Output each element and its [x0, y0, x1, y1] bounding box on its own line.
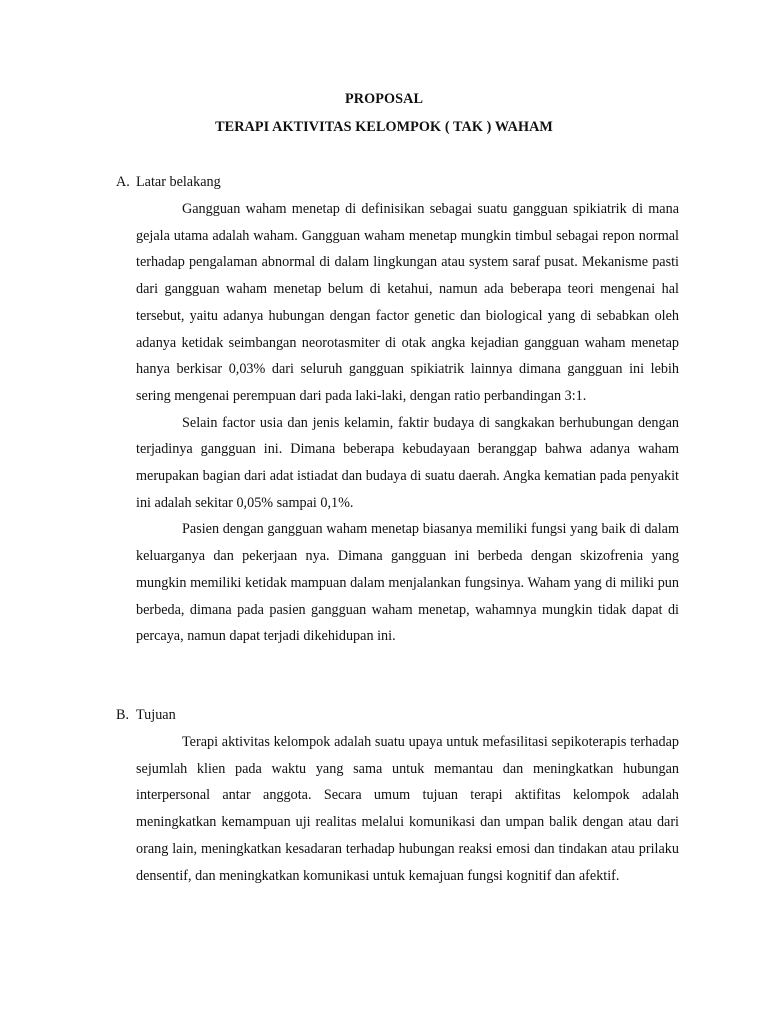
section-letter: B. — [116, 707, 130, 723]
section-body-latar-belakang — [136, 196, 679, 650]
section-heading-text: Tujuan — [136, 707, 176, 723]
paragraph: Selain factor usia dan jenis kelamin, faktir budaya di sangkakan berhubungan dengan terjadinya gangguan ini. Dimana beberapa kebudayaan beranggap bahwa adanya waham merupakan bagian dari adat istiadat dan budaya di suatu daerah. Angka kematian pada penyakit ini adalah sekitar 0,05% sampai 0,1%. — [136, 414, 679, 511]
section-letter: A. — [116, 174, 130, 190]
document-subtitle: TERAPI AKTIVITAS KELOMPOK ( TAK ) WAHAM — [215, 119, 553, 135]
section-heading-latar-belakang — [116, 174, 221, 191]
paragraph: Terapi aktivitas kelompok adalah suatu upaya untuk mefasilitasi sepikoterapis terhadap sejumlah klien pada waktu yang sama untuk memantau dan meningkatkan hubungan interpersonal antar anggota. Secara umum tujuan terapi aktifitas kelompok adalah meningkatkan kemampuan uji realitas melalui komunikasi dan umpan balik dengan atau dari orang lain, meningkatkan kesadaran terhadap hubungan reaksi emosi dan tindakan atau prilaku densentif, dan meningkatkan komunikasi untuk kemajuan fungsi kognitif dan afektif. — [136, 734, 679, 884]
paragraph: Pasien dengan gangguan waham menetap biasanya memiliki fungsi yang baik di dalam keluarganya dan pekerjaan nya. Dimana gangguan ini berbeda dengan skizofrenia yang mungkin memiliki ketidak mampuan dalam menjalankan fungsinya. Waham yang di miliki pun berbeda, dimana pada pasien gangguan waham menetap, wahamnya mungkin tidak dapat di percaya, namun dapat terjadi dikehidupan ini. — [136, 521, 679, 645]
document-title: PROPOSAL — [344, 91, 424, 107]
section-heading-tujuan — [116, 707, 176, 724]
section-heading-text: Latar belakang — [136, 174, 221, 190]
section-body-tujuan — [136, 729, 679, 889]
paragraph: Gangguan waham menetap di definisikan sebagai suatu gangguan spikiatrik di mana gejala utama adalah waham. Gangguan waham menetap mungkin timbul sebagai repon normal terhadap pengalaman abnormal di dalam lingkungan atau system saraf pusat. Mekanisme pasti dari gangguan waham menetap belum di ketahui, namun ada beberapa teori mengenai hal tersebut, yaitu adanya hubungan dengan factor genetic dan biological yang di sebabkan oleh adanya ketidak seimbangan neorotasmiter di otak angka kejadian gangguan waham menetap hanya berkisar 0,03% dari seluruh gangguan spikiatrik lainnya dimana gangguan ini lebih sering mengenai perempuan dari pada laki-laki, dengan ratio perbandingan 3:1. — [136, 201, 679, 404]
